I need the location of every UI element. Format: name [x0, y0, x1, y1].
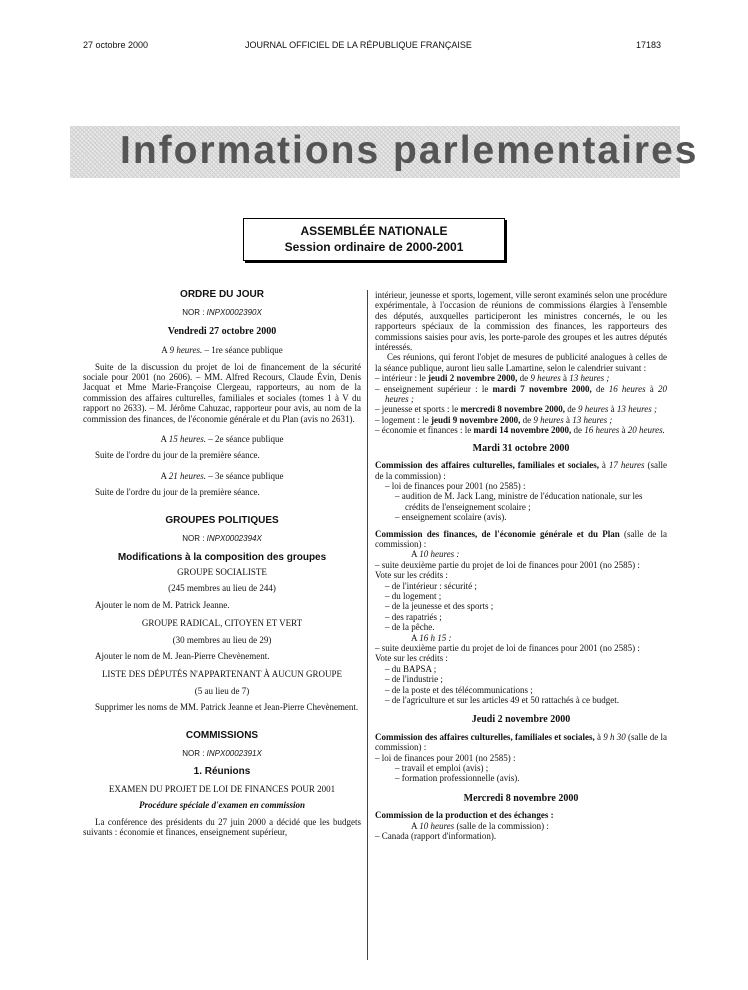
- seance-1-heading: A 9 heures. – 1re séance publique: [161, 345, 283, 356]
- agenda-item: – audition de M. Jack Lang, ministre de l'éducation nationale, sur les crédits de l'enseignement scolaire ;: [395, 491, 643, 512]
- credit-item: – du BAPSA ;: [385, 663, 437, 674]
- group-count: (30 membres au lieu de 29): [172, 634, 272, 645]
- calendar-item: – économie et finances : le mardi 14 novembre 2000, de 16 heures à 20 heures.: [375, 425, 665, 436]
- credit-item: – des rapatriés ;: [385, 611, 442, 622]
- calendar-item: – intérieur : le jeudi 2 novembre 2000, de 9 heures à 13 heures ;: [375, 373, 610, 384]
- credit-item: – de l'industrie ;: [385, 674, 443, 685]
- examen-heading: EXAMEN DU PROJET DE LOI DE FINANCES POUR 2001: [108, 783, 336, 794]
- agenda-item: – loi de finances pour 2001 (no 2585) :: [375, 752, 516, 763]
- procedure-heading: Procédure spéciale d'examen en commission: [139, 800, 305, 811]
- modifications-heading: Modifications à la composition des groupes: [117, 551, 327, 563]
- vote-heading: Vote sur les crédits :: [375, 570, 448, 581]
- calendar-item: – jeunesse et sports : le mercredi 8 novembre 2000, de 9 heures à 13 heures ;: [375, 404, 658, 415]
- commissions-heading: COMMISSIONS: [185, 729, 259, 741]
- assembly-name: ASSEMBLÉE NATIONALE: [300, 224, 448, 238]
- commission-heading: Commission des affaires culturelles, familiales et sociales, à 17 heures (salle de la commission) :: [375, 460, 667, 481]
- column-divider: [367, 290, 368, 960]
- header-page-number: 17183: [636, 40, 662, 50]
- credit-item: – de l'agriculture et sur les articles 49 et 50 rattachés à ce budget.: [385, 695, 620, 706]
- groupes-politiques-heading: GROUPES POLITIQUES: [165, 514, 279, 526]
- agenda-item: – suite deuxième partie du projet de loi de finances pour 2001 (no 2585) :: [375, 643, 640, 653]
- credit-item: – de l'intérieur : sécurité ;: [385, 580, 477, 591]
- right-column: [375, 290, 667, 842]
- reunions-heading: 1. Réunions: [193, 766, 251, 778]
- day-heading: Mercredi 8 novembre 2000: [463, 792, 579, 804]
- calendar-list: [375, 373, 667, 435]
- credits-list: [375, 581, 667, 633]
- banner-title: Informations parlementaires: [120, 129, 699, 172]
- agenda-item: – loi de finances pour 2001 (no 2585) :: [385, 480, 526, 491]
- ordre-du-jour-heading: ORDRE DU JOUR: [180, 289, 264, 300]
- seance-1-body: Suite de la discussion du projet de loi de financement de la sécurité sociale pour 2001 (no 2606). – MM. Alfred Recours, Claude Évin, Denis Jacquat et Mme Marie-Françoise Clergeau, rapporteurs, au nom de la commission des affaires culturelles, familiales et sociales (tomes 1 à V du rapport no 2633). – M. Jérôme Cahuzac, rapporteur pour avis, au nom de la commission des finances, de l'économie générale et du Plan (avis no 2631).: [83, 361, 361, 424]
- day-heading: Mardi 31 octobre 2000: [472, 442, 570, 454]
- vote-heading: Vote sur les crédits :: [375, 653, 448, 664]
- commission-heading: Commission de la production et des échanges :: [375, 810, 554, 821]
- commission-heading: Commission des finances, de l'économie générale et du Plan (salle de la commission) :: [375, 528, 667, 549]
- header-journal-title: JOURNAL OFFICIEL DE LA RÉPUBLIQUE FRANÇAISE: [245, 40, 472, 50]
- group-action: Ajouter le nom de M. Jean-Pierre Chevènement.: [95, 650, 270, 661]
- header-date: 27 octobre 2000: [83, 40, 149, 50]
- group-name: GROUPE RADICAL, CITOYEN ET VERT: [141, 618, 303, 629]
- time-slot: A 16 h 15 :: [411, 632, 452, 643]
- agenda-item: – suite deuxième partie du projet de loi de finances pour 2001 (no 2585) :: [375, 559, 640, 570]
- calendar-intro: Ces réunions, qui feront l'objet de mesures de publicité analogues à celles de la séance publique, auront lieu salle Lamartine, selon le calendrier suivant :: [375, 352, 667, 373]
- group-count: (245 membres au lieu de 244): [168, 583, 276, 594]
- calendar-item: – enseignement supérieur : le mardi 7 novembre 2000, de 16 heures à 20 heures ;: [375, 383, 668, 405]
- procedure-body-continued: intérieur, jeunesse et sports, logement, ville seront examinés selon une procédure expérimentale, à l'occasion de réunions de commissions élargies à l'ensemble des députés, auxquelles participeront les ministres concernés, le ou les rapporteurs spéciaux de la commission des finances, les rapporteurs des commissions saisies pour avis, les porte-parole des groupes et les autres députés intéressés.: [375, 290, 667, 353]
- credit-item: – de la poste et des télécommunications ;: [385, 684, 533, 695]
- credit-item: – du logement ;: [385, 590, 442, 601]
- credits-list: [375, 664, 667, 706]
- procedure-body: La conférence des présidents du 27 juin 2000 a décidé que les budgets suivants : économie et finances, enseignement supérieur,: [83, 816, 361, 837]
- day-heading: Jeudi 2 novembre 2000: [471, 714, 571, 726]
- agenda-item: – travail et emploi (avis) ;: [395, 763, 489, 774]
- seance-2-body: Suite de l'ordre du jour de la première séance.: [95, 450, 260, 461]
- seance-2-heading: A 15 heures. – 2e séance publique: [160, 434, 284, 445]
- group-action: Supprimer les noms de MM. Patrick Jeanne et Jean-Pierre Chevènement.: [95, 702, 359, 713]
- seance-3-body: Suite de l'ordre du jour de la première séance.: [95, 487, 260, 498]
- assembly-box: [243, 218, 505, 261]
- session-date: Vendredi 27 octobre 2000: [167, 325, 277, 337]
- calendar-item: – logement : le jeudi 9 novembre 2000, de 9 heures à 13 heures ;: [375, 414, 613, 425]
- agenda-item: – Canada (rapport d'information).: [375, 831, 497, 842]
- credit-item: – de la pêche.: [385, 622, 435, 633]
- agenda-item: – formation professionnelle (avis).: [395, 773, 520, 784]
- agenda-item: – enseignement scolaire (avis).: [395, 512, 507, 523]
- group-action: Ajouter le nom de M. Patrick Jeanne.: [95, 599, 230, 610]
- nor-reference: NOR : INPX0002394X: [182, 534, 262, 544]
- commission-heading: Commission des affaires culturelles, familiales et sociales, à 9 h 30 (salle de la commission) :: [375, 731, 668, 753]
- nor-reference: NOR : INPX0002391X: [182, 748, 262, 758]
- nor-reference: NOR : INPX0002390X: [182, 308, 262, 318]
- seance-3-heading: A 21 heures. – 3e séance publique: [160, 470, 284, 481]
- time-slot: A 10 heures :: [411, 549, 460, 560]
- credit-item: – de la jeunesse et des sports ;: [385, 601, 494, 612]
- group-name: GROUPE SOCIALISTE: [177, 566, 267, 577]
- session-name: Session ordinaire de 2000-2001: [284, 240, 464, 254]
- time-slot: A 10 heures (salle de la commission) :: [411, 820, 549, 831]
- group-name: LISTE DES DÉPUTÉS N'APPARTENANT À AUCUN GROUPE: [101, 669, 343, 680]
- left-column: [83, 290, 361, 837]
- group-count: (5 au lieu de 7): [194, 685, 250, 696]
